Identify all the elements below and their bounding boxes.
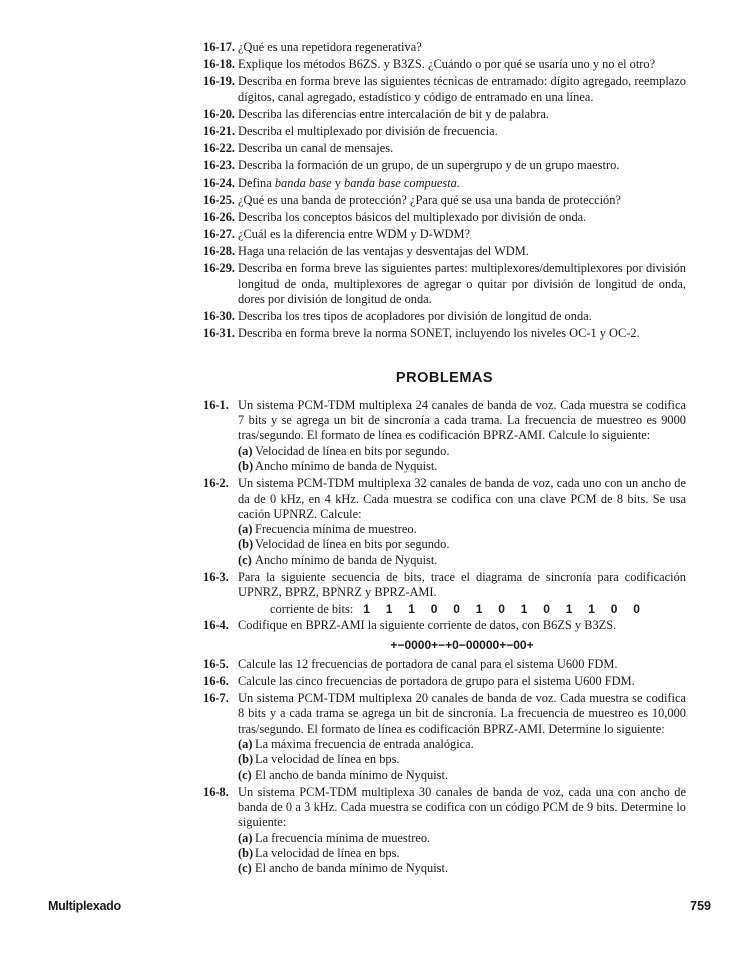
item-number: 16-4. xyxy=(203,618,229,633)
item-number: 16-27. xyxy=(203,227,236,242)
text-line: cación UPNRZ. Calcule: xyxy=(238,506,362,521)
text-line: Describa en forma breve las siguientes técnicas de entramado: dígito agregado, reemplazo xyxy=(238,74,686,89)
list-item xyxy=(203,691,686,783)
list-item xyxy=(203,674,686,689)
sub-item xyxy=(238,553,686,568)
item-number: 16-19. xyxy=(203,74,236,89)
text-line: tras/segundo. El formato de línea es codificación BPRZ-AMI. Determine lo siguiente: xyxy=(238,721,665,736)
text-segment: Defina xyxy=(238,175,275,190)
text-line: Describa los tres tipos de acopladores por división de longitud de onda. xyxy=(238,309,592,324)
item-text xyxy=(238,618,686,633)
text-line: tras/segundo. El formato de línea es codificación BPRZ-AMI. Calcule lo siguiente: xyxy=(238,428,651,443)
item-number: 16-1. xyxy=(203,397,229,412)
text-line: Para la siguiente secuencia de bits, trace el diagrama de sincronía para codificación xyxy=(238,569,686,584)
italic-term: banda base xyxy=(274,175,332,190)
text-line: Describa un canal de mensajes. xyxy=(238,141,394,156)
list-item xyxy=(203,261,686,307)
sub-item-label: (a) xyxy=(238,522,253,537)
text-line: Describa los conceptos básicos del multiplexado por división de onda. xyxy=(238,209,587,224)
item-number: 16-29. xyxy=(203,261,236,276)
item-number: 16-23. xyxy=(203,158,236,173)
bit: 1 xyxy=(565,601,573,616)
sub-item-label: (b) xyxy=(238,752,254,767)
sub-item-text: La frecuencia mínima de muestreo. xyxy=(255,830,431,845)
bit: 0 xyxy=(430,601,438,616)
sub-item-label: (c) xyxy=(238,861,252,876)
sub-item-text: El ancho de banda mínimo de Nyquist. xyxy=(255,861,449,876)
item-number: 16-25. xyxy=(203,192,236,207)
item-text xyxy=(238,227,686,242)
bit: 1 xyxy=(408,601,415,616)
text-line: ¿Cuál es la diferencia entre WDM y D-WDM? xyxy=(238,227,471,242)
sub-item-text: La máxima frecuencia de entrada analógica. xyxy=(255,736,474,751)
text-line: da de 0 kHz, en 4 kHz. Cada muestra se codifica con una clave PCM de 8 bits. Se usa xyxy=(238,491,686,506)
list-item xyxy=(203,326,686,341)
text-line: Describa las diferencias entre intercalación de bit y de palabra. xyxy=(238,106,549,121)
text-line: dígitos, canal agregado, estadístico y código de entramado en una línea. xyxy=(238,89,594,104)
sub-item-label: (a) xyxy=(238,736,253,751)
item-text xyxy=(238,691,686,737)
text-line: Un sistema PCM-TDM multiplexa 20 canales de banda de voz. Cada muestra se codifica xyxy=(238,691,686,706)
item-text xyxy=(238,326,686,341)
sub-item-label: (b) xyxy=(238,845,254,860)
item-number: 16-30. xyxy=(203,309,236,324)
item-text xyxy=(238,244,686,259)
sub-item-label: (c) xyxy=(238,552,252,567)
item-number: 16-8. xyxy=(203,784,229,799)
item-text xyxy=(238,210,686,225)
sub-item-label: (a) xyxy=(238,830,253,845)
problems-list xyxy=(203,396,686,877)
list-item xyxy=(203,570,686,617)
bit: 0 xyxy=(543,601,550,616)
text-segment: y xyxy=(331,175,344,190)
sub-item-text: Frecuencia mínima de muestreo. xyxy=(255,522,417,537)
list-item xyxy=(203,141,686,156)
list-item xyxy=(203,227,686,242)
item-number: 16-26. xyxy=(203,209,236,224)
list-item xyxy=(203,244,686,259)
bit: 1 xyxy=(385,601,393,616)
item-text xyxy=(238,176,686,191)
section-heading-problems: PROBLEMAS xyxy=(395,370,494,386)
text-line xyxy=(238,176,686,191)
sub-item-text: Velocidad de línea en bits por segundo. xyxy=(255,537,450,552)
sub-item xyxy=(238,459,686,474)
text-line: Describa el multiplexado por división de frecuencia. xyxy=(238,123,498,138)
sub-item-text: Velocidad de línea en bits por segundo. xyxy=(255,443,450,458)
sub-item xyxy=(238,444,686,459)
text-line: Calcule las 12 frecuencias de portadora de canal para el sistema U600 FDM. xyxy=(238,656,618,671)
item-text xyxy=(238,309,686,324)
item-text xyxy=(238,141,686,156)
item-number: 16-24. xyxy=(203,175,236,190)
item-number: 16-20. xyxy=(203,106,236,121)
sub-item xyxy=(238,537,686,552)
text-line: Haga una relación de las ventajas y desventajas del WDM. xyxy=(238,244,529,259)
text-line: banda de 0 a 3 kHz. Cada muestra se codifica con un código PCM de 9 bits. Determine lo xyxy=(238,800,686,815)
sub-item-text: Ancho mínimo de banda de Nyquist. xyxy=(255,459,438,474)
item-number: 16-5. xyxy=(203,656,229,671)
text-line: Un sistema PCM-TDM multiplexa 32 canales de banda de voz, cada uno con un ancho de xyxy=(238,476,686,491)
sub-item-text: Ancho mínimo de banda de Nyquist. xyxy=(255,552,438,567)
list-item xyxy=(203,193,686,208)
item-text xyxy=(238,476,686,522)
review-questions-list xyxy=(203,38,686,342)
item-number: 16-2. xyxy=(203,476,229,491)
bit: 1 xyxy=(588,601,595,616)
sub-item-text: La velocidad de línea en bps. xyxy=(255,845,400,860)
bit: 1 xyxy=(363,601,370,616)
sub-item xyxy=(238,861,686,876)
list-item xyxy=(203,657,686,672)
list-item xyxy=(203,158,686,173)
sub-item-label: (c) xyxy=(238,767,252,782)
text-line: dores por división de longitud de onda. xyxy=(238,292,432,307)
sub-item-label: (b) xyxy=(238,459,254,474)
item-text xyxy=(238,74,686,105)
italic-term: banda base compuesta. xyxy=(344,175,460,190)
item-text xyxy=(238,107,686,122)
bit: 1 xyxy=(475,601,483,616)
data-stream-code: +−0000+−+0−00000+−00+ xyxy=(390,637,534,652)
list-item xyxy=(203,398,686,474)
item-text xyxy=(238,261,686,307)
item-text xyxy=(238,57,686,72)
text-line: Un sistema PCM-TDM multiplexa 30 canales de banda de voz, cada una con ancho de xyxy=(238,784,686,799)
item-text xyxy=(238,785,686,831)
sub-item-text: El ancho de banda mínimo de Nyquist. xyxy=(255,767,449,782)
item-number: 16-22. xyxy=(203,141,236,156)
list-item xyxy=(203,57,686,72)
list-item xyxy=(203,107,686,122)
list-item xyxy=(203,785,686,877)
list-item xyxy=(203,210,686,225)
footer-page-number: 759 xyxy=(690,899,711,913)
sub-item-label: (b) xyxy=(238,537,254,552)
sub-item xyxy=(238,737,686,752)
item-text xyxy=(238,124,686,139)
list-item xyxy=(203,124,686,139)
text-line: longitud de onda, multiplexores de agregar o quitar por división de longitud de onda, xyxy=(238,276,686,291)
list-item xyxy=(203,74,686,105)
text-line: UPNRZ, BPRZ, BPNRZ y BPRZ-AMI. xyxy=(238,585,437,600)
item-text xyxy=(238,570,686,601)
text-line: Un sistema PCM-TDM multiplexa 24 canales de banda de voz. Cada muestra se codifica xyxy=(238,397,686,412)
item-number: 16-18. xyxy=(203,57,236,72)
bit-stream-label: corriente de bits: xyxy=(270,601,354,616)
text-line: Codifique en BPRZ-AMI la siguiente corriente de datos, con B6ZS y B3ZS. xyxy=(238,618,617,633)
text-line: 8 bits y a cada trama se agrega un bit de sincronía. La frecuencia de muestreo es 10,000 xyxy=(238,706,686,721)
item-text xyxy=(238,40,686,55)
item-text xyxy=(238,193,686,208)
text-line: ¿Qué es una banda de protección? ¿Para qué se usa una banda de protección? xyxy=(238,192,621,207)
sub-item xyxy=(238,752,686,767)
bit: 0 xyxy=(633,601,640,616)
item-number: 16-7. xyxy=(203,691,229,706)
list-item xyxy=(203,618,686,652)
bit: 0 xyxy=(498,601,505,616)
text-line: 7 bits y se agrega un bit de sincronía a cada trama. La frecuencia de muestreo es 9000 xyxy=(238,413,686,428)
item-number: 16-21. xyxy=(203,123,236,138)
text-line: Describa en forma breve la norma SONET, incluyendo los niveles OC-1 y OC-2. xyxy=(238,326,640,341)
item-number: 16-3. xyxy=(203,569,229,584)
item-number: 16-28. xyxy=(203,244,236,259)
sub-item xyxy=(238,522,686,537)
list-item xyxy=(203,176,686,191)
sub-item xyxy=(238,846,686,861)
item-number: 16-17. xyxy=(203,39,236,54)
text-line: ¿Qué es una repetidora regenerativa? xyxy=(238,39,422,54)
bit: 0 xyxy=(610,601,618,616)
bit-stream xyxy=(238,601,686,617)
bit: 0 xyxy=(453,601,460,616)
sub-item xyxy=(238,768,686,783)
list-item xyxy=(203,476,686,568)
text-line: Describa la formación de un grupo, de un supergrupo y de un grupo maestro. xyxy=(238,158,620,173)
list-item xyxy=(203,309,686,324)
item-number: 16-6. xyxy=(203,673,229,688)
sub-item-text: La velocidad de línea en bps. xyxy=(255,752,400,767)
item-number: 16-31. xyxy=(203,326,236,341)
item-text xyxy=(238,657,686,672)
sub-item xyxy=(238,831,686,846)
text-line: Calcule las cinco frecuencias de portadora de grupo para el sistema U600 FDM. xyxy=(238,673,635,688)
text-line: Describa en forma breve las siguientes partes: multiplexores/demultiplexores por división xyxy=(238,261,686,276)
bit: 1 xyxy=(520,601,528,616)
list-item xyxy=(203,40,686,55)
text-line: siguiente: xyxy=(238,815,287,830)
item-text xyxy=(238,158,686,173)
item-text xyxy=(238,674,686,689)
item-text xyxy=(238,398,686,444)
footer-chapter-title: Multiplexado xyxy=(48,899,121,913)
sub-item-label: (a) xyxy=(238,443,253,458)
text-line: Explique los métodos B6ZS. y B3ZS. ¿Cuándo o por qué se usaría uno y no el otro? xyxy=(238,57,656,72)
